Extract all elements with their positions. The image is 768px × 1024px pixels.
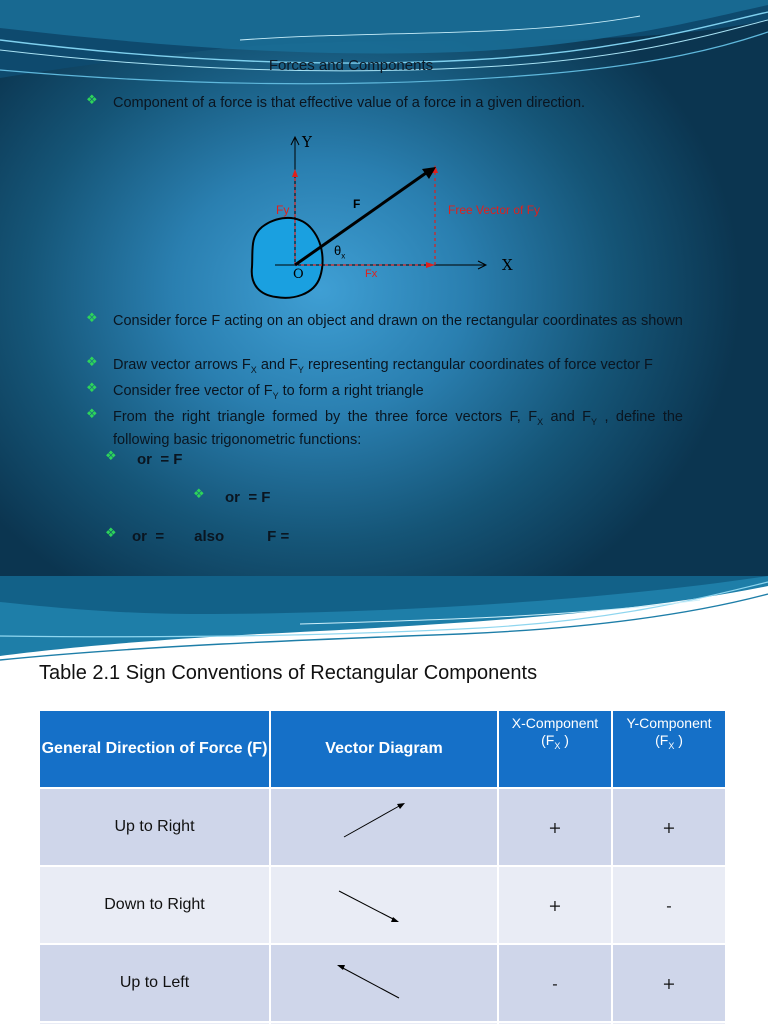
slide-sign-conventions [0,576,768,1024]
bullet-diamond-icon: ❖ [86,380,98,395]
direction-cell: Down to Right [40,867,269,943]
y-sign-cell: + [613,789,725,865]
table-title: Table 2.1 Sign Conventions of Rectangular Components [39,662,538,684]
free-vector-label: Free Vector of Fy [448,203,541,217]
force-label: F [353,197,361,211]
formula-sine: or = F [137,451,183,468]
x-sign-cell: - [499,945,611,1021]
intro-text: Component of a force is that effective value of a force in a given direction. [113,95,586,111]
bullet-draw-vectors: Draw vector arrows $F_X$ and $F_Y$ representing rectangular coordinates of force vector F [113,357,653,375]
header-direction: General Direction of Force (F) [40,711,269,787]
arrow-up-right-icon [271,789,497,860]
arrow-down-right-icon [271,867,497,938]
bullet-right-triangle: From the right triangle formed by the three force vectors F, $F_X$ and $F_Y$ , define the following basic trigonometric functions: [113,409,683,448]
bullet-diamond-icon: ❖ [105,448,117,463]
bullet-consider-force: Consider force F acting on an object and drawn on the rectangular coordinates as shown [113,313,683,329]
sign-conventions-table [38,709,727,1024]
force-component-diagram [240,125,540,310]
table-row [40,945,725,1021]
fy-label: Fy [276,203,290,217]
direction-cell: Up to Left [40,945,269,1021]
x-axis-label: X [502,256,513,274]
y-sign-cell: + [613,945,725,1021]
y-axis-label: Y [302,133,312,151]
bullet-diamond-icon: ❖ [193,486,205,501]
header-x-component: X-Component ($F_X$ ) [499,711,611,787]
vector-diagram-cell [271,945,497,1021]
origin-label: O [293,267,304,282]
header-vector-diagram: Vector Diagram [271,711,497,787]
table-row [40,789,725,865]
fx-label: Fx [365,268,378,280]
arrow-up-left-icon [271,945,497,1016]
slide-title: Forces and Components [268,57,434,74]
y-sign-cell: - [613,867,725,943]
bullet-free-vector: Consider free vector of $F_Y$ to form a right triangle [113,383,424,401]
bullet-diamond-icon: ❖ [86,310,98,325]
table-header-row [40,711,725,787]
x-sign-cell: + [499,867,611,943]
direction-cell: Up to Right [40,789,269,865]
bullet-diamond-icon: ❖ [105,525,117,540]
object-blob [252,218,323,298]
vector-diagram-cell [271,867,497,943]
theta-label: $\theta_x$ [334,243,346,261]
formula-tangent: or = also F = [132,528,290,545]
formula-cosine: or = F [225,489,271,506]
bullet-diamond-icon: ❖ [86,406,98,421]
decorative-top-waves [0,576,768,666]
header-y-component: Y-Component ($F_X$ ) [613,711,725,787]
table-row [40,867,725,943]
vector-diagram-cell [271,789,497,865]
bullet-diamond-icon: ❖ [86,92,98,107]
decorative-top-waves [0,0,768,95]
x-sign-cell: + [499,789,611,865]
bullet-diamond-icon: ❖ [86,354,98,369]
